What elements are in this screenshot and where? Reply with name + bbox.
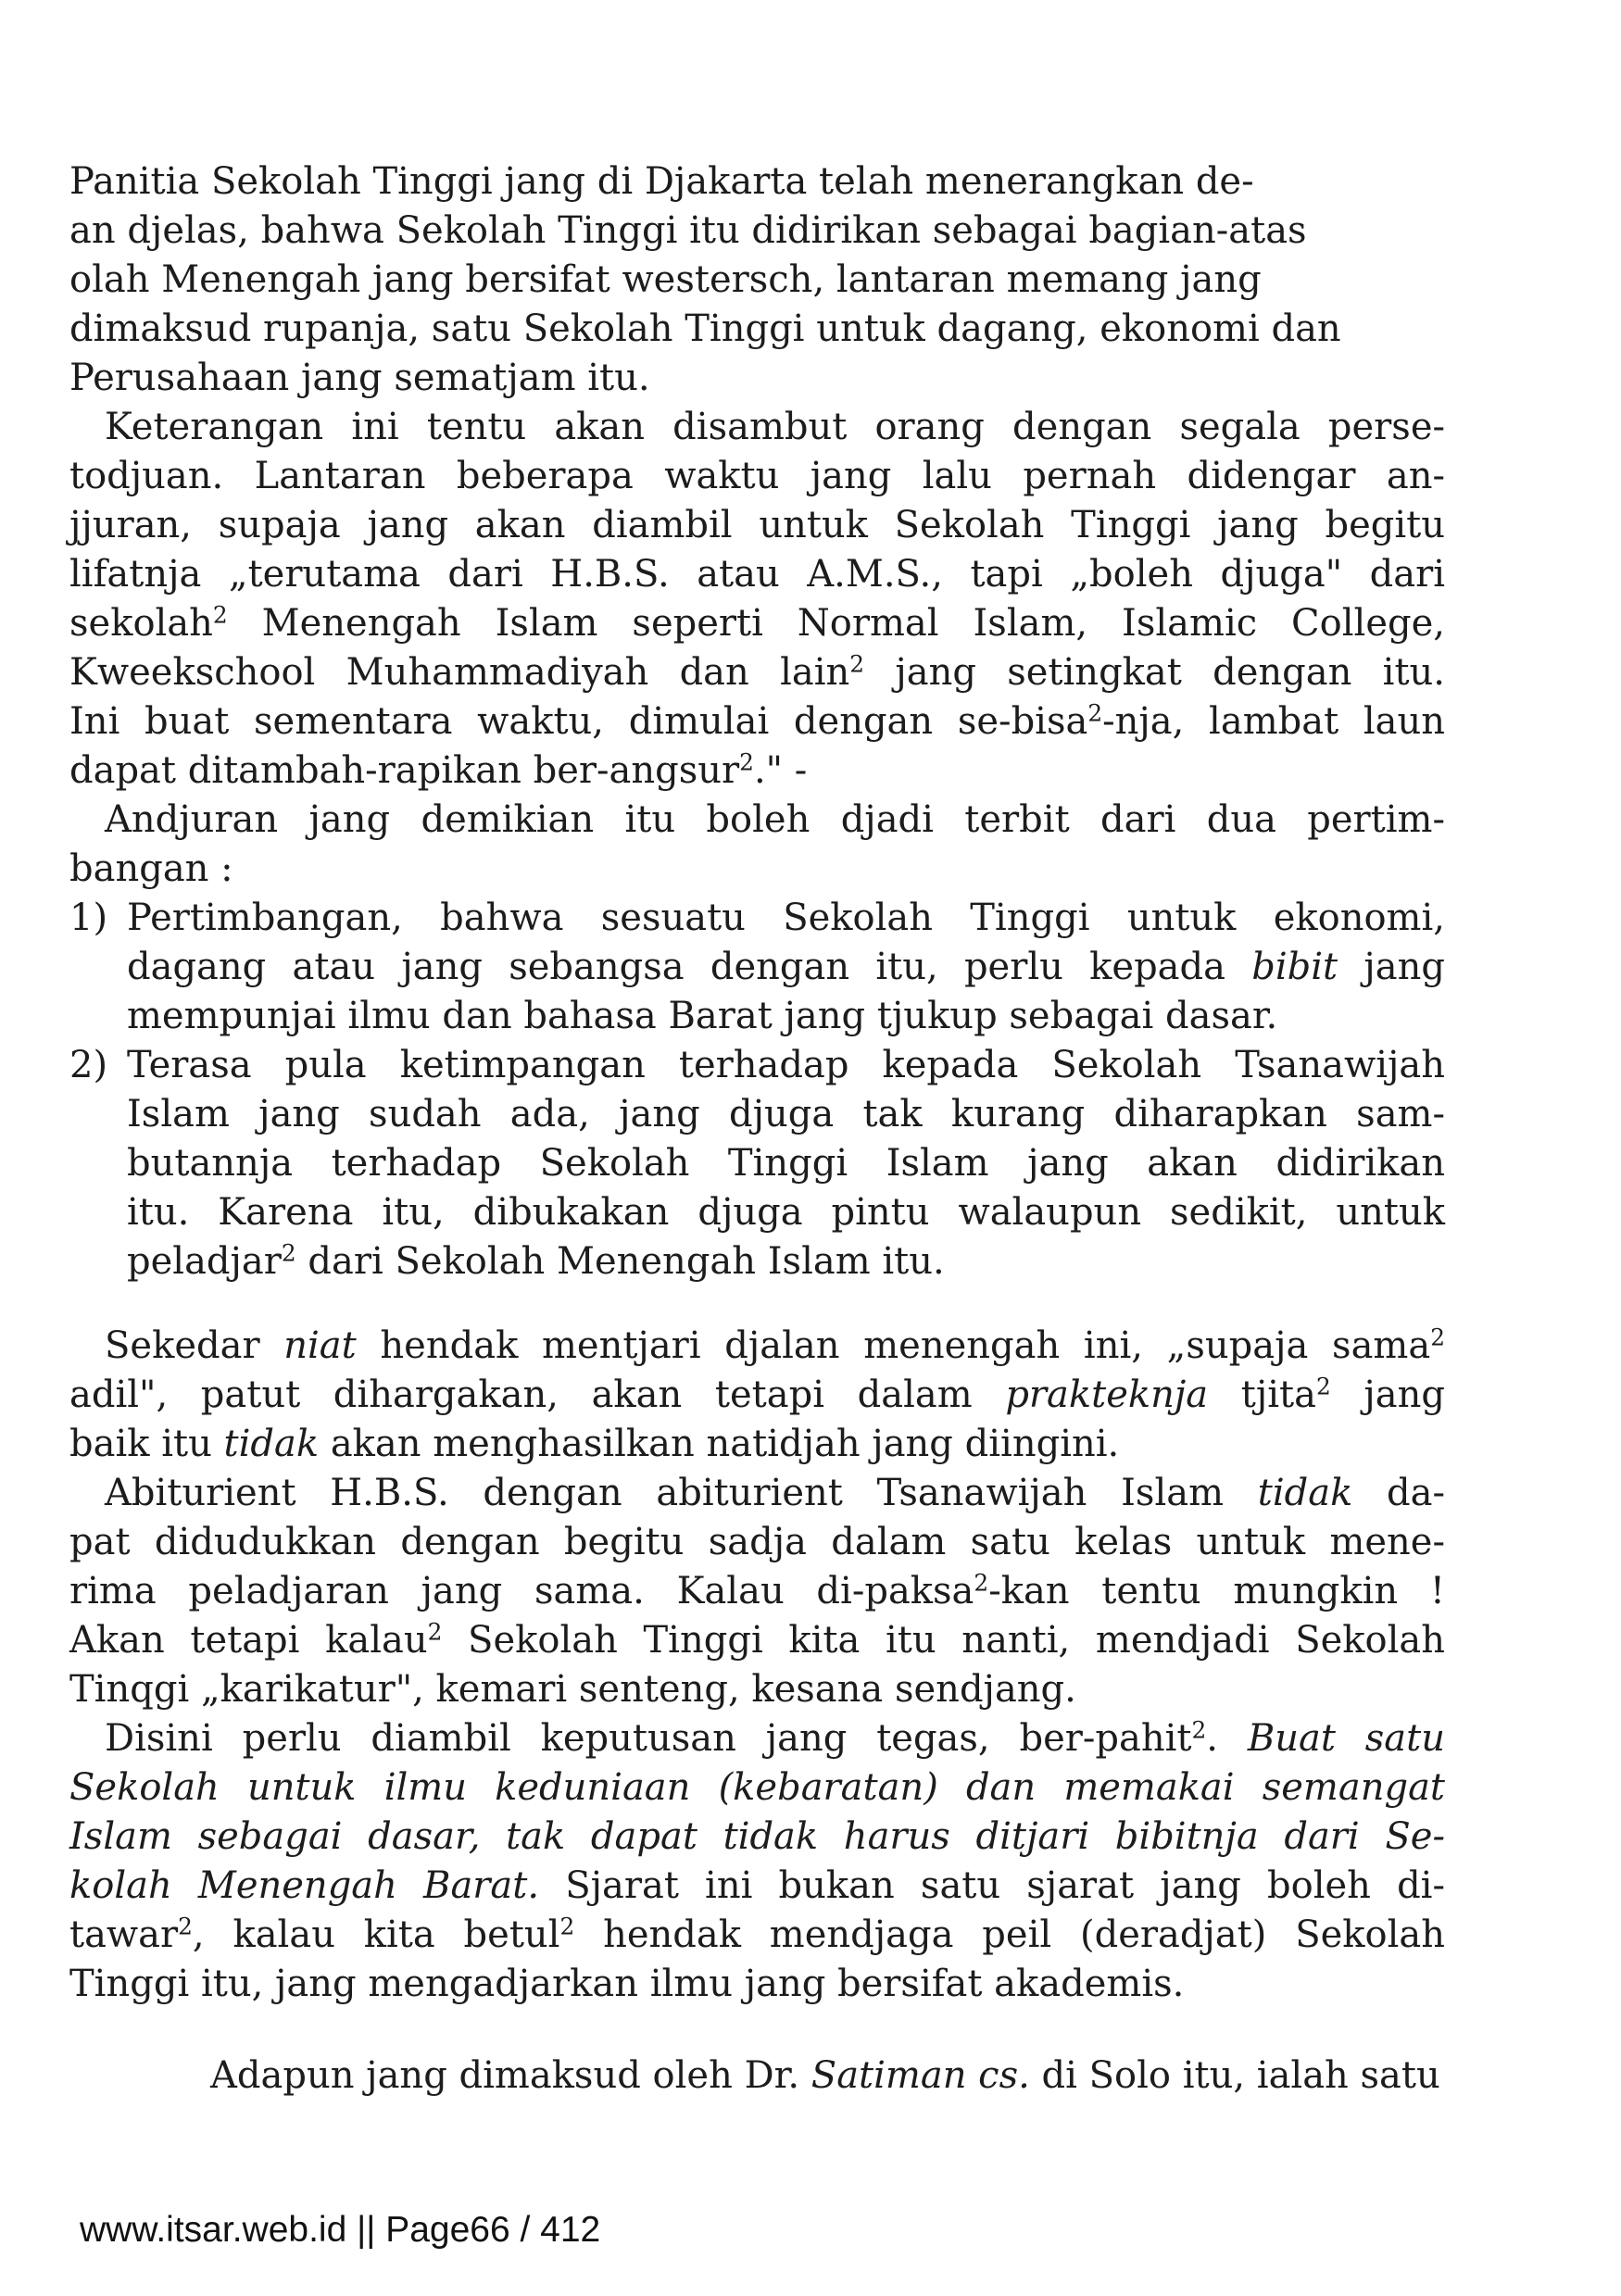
- text-run: di Solo itu, ialah satu: [1029, 2054, 1440, 2097]
- paragraph-4: [69, 1322, 1445, 1469]
- superscript-two: 2: [559, 1913, 575, 1940]
- text-line: [69, 747, 1445, 796]
- italic-run: Islam sebagai dasar, tak dapat tidak harus ditjari bibitnja dari Se-: [69, 1815, 1445, 1858]
- text-line: [69, 1763, 1445, 1813]
- text-line: [69, 1469, 1445, 1518]
- text-run: jang: [1338, 946, 1445, 988]
- text-run: hendak mentjari djalan menengah ini, „supaja sama: [356, 1324, 1431, 1367]
- text-line: pat didudukkan dengan begitu sadja dalam satu kelas untuk mene-: [69, 1521, 1445, 1563]
- italic-run: prakteknja: [1005, 1374, 1209, 1416]
- superscript-two: 2: [281, 1239, 296, 1267]
- text-run: Abiturient H.B.S. dengan abiturient Tsanawijah Islam: [105, 1472, 1258, 1514]
- text-line: jjuran, supaja jang akan diambil untuk Sekolah Tinggi jang begitu: [69, 504, 1445, 546]
- superscript-two: 2: [1191, 1716, 1207, 1744]
- italic-run: Sekolah untuk ilmu keduniaan (kebaratan) dan memakai semangat: [69, 1766, 1445, 1809]
- text-line: [69, 2051, 1445, 2101]
- text-run: Sekolah Tinggi kita itu nanti, mendjadi Sekolah: [442, 1619, 1445, 1662]
- text-line: [69, 1567, 1445, 1616]
- text-run: jang setingkat dengan itu.: [864, 651, 1446, 694]
- text-line: dimaksud rupanja, satu Sekolah Tinggi untuk dagang, ekonomi dan: [69, 307, 1341, 350]
- text-line: Islam jang sudah ada, jang djuga tak kurang diharapkan sam-: [127, 1093, 1445, 1135]
- text-run: ." -: [753, 749, 808, 792]
- numbered-list: [69, 894, 1445, 1286]
- text-line: Keterangan ini tentu akan disambut orang dengan segala perse-: [105, 406, 1445, 448]
- text-run: , kalau kita betul: [192, 1913, 560, 1956]
- paragraph-3: [69, 796, 1445, 894]
- text-run: Disini perlu diambil keputusan jang tegas, ber-pahit: [105, 1717, 1192, 1760]
- text-line: [69, 1371, 1445, 1420]
- text-run: Sjarat ini bukan satu sjarat jang boleh di-: [539, 1864, 1445, 1907]
- text-run: adil", patut dihargakan, akan tetapi dalam: [69, 1374, 1006, 1416]
- text-run: Menengah Islam seperti Normal Islam, Islamic College,: [227, 602, 1445, 645]
- text-run: dapat ditambah-rapikan ber-angsur: [69, 749, 740, 792]
- text-run: Kweekschool Muhammadiyah dan lain: [69, 651, 850, 694]
- text-line: [69, 697, 1445, 747]
- text-line: todjuan. Lantaran beberapa waktu jang lalu pernah didengar an-: [69, 455, 1445, 497]
- paragraph-1: [69, 157, 1445, 403]
- text-run: baik itu: [69, 1423, 224, 1465]
- text-line: Perusahaan jang sematjam itu.: [69, 357, 650, 399]
- text-line: [69, 599, 1445, 648]
- text-line: Terasa pula ketimpangan terhadap kepada Sekolah Tsanawijah: [127, 1044, 1445, 1086]
- text-line: [69, 648, 1445, 697]
- text-run: Adapun jang dimaksud oleh Dr.: [210, 2054, 811, 2097]
- italic-run: Satiman cs.: [810, 2054, 1030, 2097]
- paragraph-2: [69, 403, 1445, 796]
- paragraph-5: [69, 1469, 1445, 1714]
- text-run: -nja, lambat laun: [1102, 700, 1445, 743]
- superscript-two: 2: [739, 748, 754, 776]
- italic-run: tidak: [1257, 1472, 1353, 1514]
- text-line: mempunjai ilmu dan bahasa Barat jang tjukup sebagai dasar.: [127, 995, 1278, 1037]
- text-run: .: [1206, 1717, 1248, 1760]
- text-run: -kan tentu mungkin !: [988, 1570, 1445, 1612]
- text-line: an djelas, bahwa Sekolah Tinggi itu didirikan sebagai bagian-atas: [69, 209, 1307, 252]
- italic-run: kolah Menengah Barat.: [69, 1864, 540, 1907]
- list-number: 2): [69, 1044, 108, 1086]
- paragraph-6: [69, 1714, 1445, 2009]
- text-line: Panitia Sekolah Tinggi jang di Djakarta telah menerangkan de-: [69, 160, 1254, 203]
- list-number: 1): [69, 897, 108, 939]
- text-line: [69, 1813, 1445, 1862]
- paragraph-spacer: [69, 2009, 1445, 2051]
- text-run: hendak mendjaga peil (deradjat) Sekolah: [574, 1913, 1445, 1956]
- text-line: [69, 1616, 1445, 1665]
- text-run: rima peladjaran jang sama. Kalau di-paksa: [69, 1570, 974, 1612]
- superscript-two: 2: [1315, 1373, 1331, 1400]
- text-run: Akan tetapi kalau: [69, 1619, 428, 1662]
- text-line: [127, 1237, 1445, 1286]
- text-line: itu. Karena itu, dibukakan djuga pintu walaupun sedikit, untuk: [127, 1191, 1445, 1234]
- text-run: tawar: [69, 1913, 179, 1956]
- text-run: dagang atau jang sebangsa dengan itu, perlu kepada: [127, 946, 1252, 988]
- text-run: peladjar: [127, 1240, 282, 1283]
- page-footer: www.itsar.web.id || Page66 / 412: [80, 2210, 601, 2250]
- italic-run: bibit: [1251, 946, 1338, 988]
- text-line: [69, 1420, 1445, 1469]
- text-run: jang: [1330, 1374, 1446, 1416]
- text-line: Tinqgi „karikatur", kemari senteng, kesana sendjang.: [69, 1668, 1076, 1711]
- text-run: tjita: [1208, 1374, 1316, 1416]
- superscript-two: 2: [427, 1618, 443, 1646]
- italic-run: Buat satu: [1247, 1717, 1445, 1760]
- italic-run: niat: [283, 1324, 357, 1367]
- list-item: [69, 894, 1445, 1041]
- text-line: butannja terhadap Sekolah Tinggi Islam jang akan didirikan: [127, 1142, 1445, 1185]
- text-run: dari Sekolah Menengah Islam itu.: [295, 1240, 945, 1283]
- italic-run: tidak: [223, 1423, 320, 1465]
- superscript-two: 2: [849, 650, 865, 678]
- text-run: Ini buat sementara waktu, dimulai dengan se-bisa: [69, 700, 1088, 743]
- text-line: [69, 1862, 1445, 1911]
- text-line: Tinggi itu, jang mengadjarkan ilmu jang bersifat akademis.: [69, 1963, 1185, 2005]
- text-line: [127, 943, 1445, 992]
- superscript-two: 2: [1087, 699, 1103, 727]
- text-run: da-: [1352, 1472, 1446, 1514]
- superscript-two: 2: [178, 1913, 193, 1940]
- list-item: [69, 1041, 1445, 1286]
- text-line: [69, 1322, 1445, 1371]
- document-body: [69, 157, 1445, 2101]
- text-line: Andjuran jang demikian itu boleh djadi terbit dari dua pertim-: [105, 798, 1445, 841]
- superscript-two: 2: [974, 1569, 989, 1597]
- paragraph-7: [69, 2051, 1445, 2101]
- paragraph-spacer: [69, 1286, 1445, 1322]
- text-line: lifatnja „terutama dari H.B.S. atau A.M.S., tapi „boleh djuga" dari: [69, 553, 1445, 596]
- superscript-two: 2: [212, 601, 228, 629]
- text-run: akan menghasilkan natidjah jang diingini.: [319, 1423, 1120, 1465]
- text-line: bangan :: [69, 847, 233, 890]
- superscript-two: 2: [1430, 1324, 1445, 1351]
- text-run: Sekedar: [105, 1324, 284, 1367]
- text-run: sekolah: [69, 602, 213, 645]
- text-line: [69, 1911, 1445, 1960]
- text-line: Pertimbangan, bahwa sesuatu Sekolah Tinggi untuk ekonomi,: [127, 897, 1445, 939]
- text-line: [69, 1714, 1445, 1763]
- text-line: olah Menengah jang bersifat westersch, lantaran memang jang: [69, 258, 1262, 301]
